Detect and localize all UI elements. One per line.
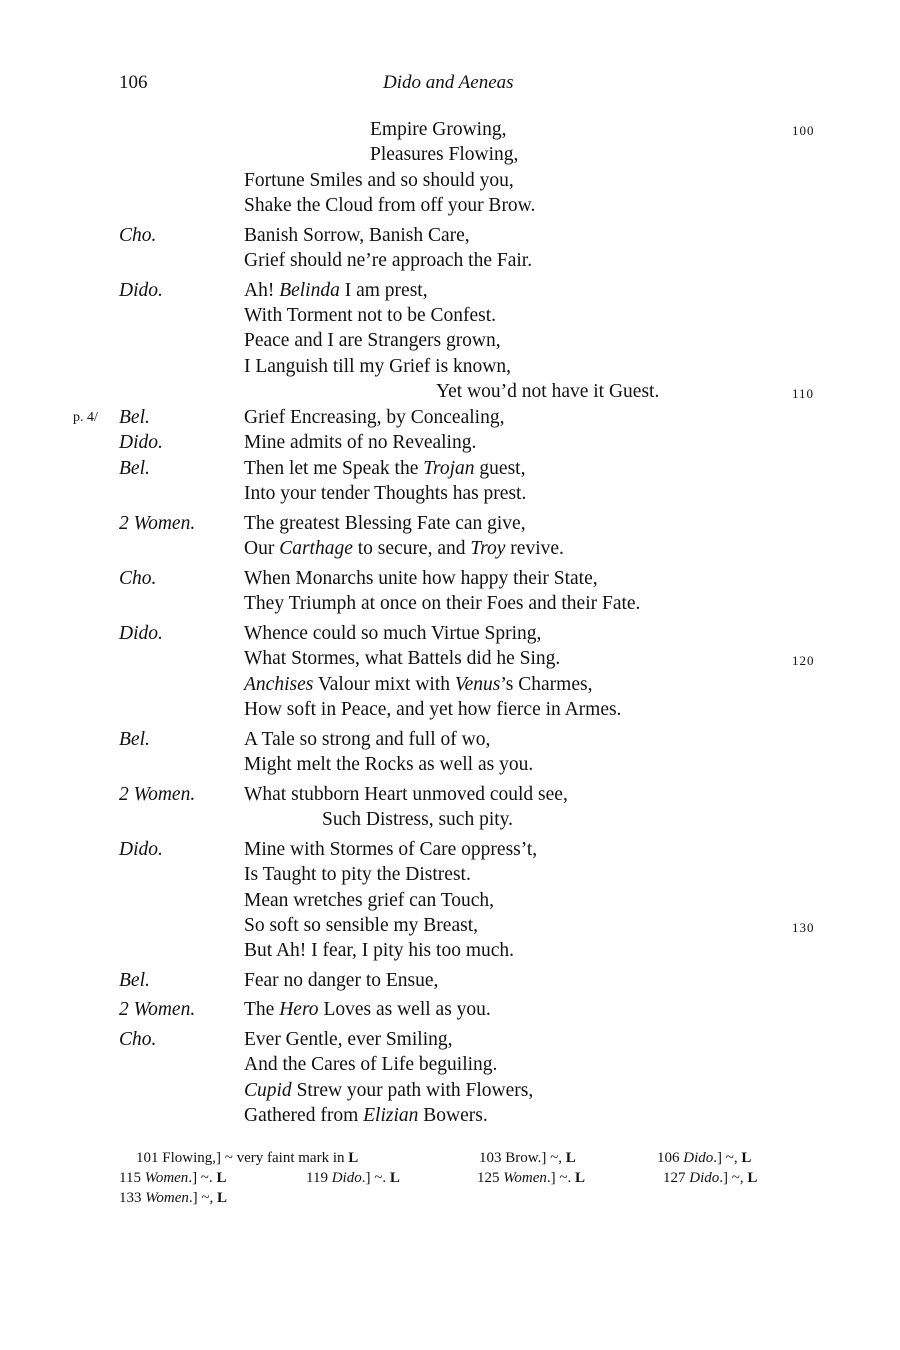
verse-line: Into your tender Thoughts has prest. bbox=[244, 483, 527, 504]
verse-line: And the Cares of Life beguiling. bbox=[244, 1054, 498, 1075]
textual-note: 133 Women.] ~, L bbox=[119, 1190, 227, 1206]
textual-note: 119 Dido.] ~. L bbox=[306, 1170, 400, 1186]
verse-line: Empire Growing, bbox=[370, 119, 507, 140]
speaker-label: Bel. bbox=[119, 407, 150, 428]
verse-line: Then let me Speak the Trojan guest, bbox=[244, 458, 526, 479]
verse-line: When Monarchs unite how happy their State, bbox=[244, 568, 598, 589]
verse-line: Such Distress, such pity. bbox=[322, 809, 514, 830]
verse-line: Pleasures Flowing, bbox=[370, 144, 519, 165]
textual-note: 101 Flowing,] ~ very faint mark in L bbox=[136, 1150, 359, 1166]
speaker-label: Bel. bbox=[119, 458, 150, 479]
verse-line: Ah! Belinda I am prest, bbox=[244, 280, 428, 301]
line-number: 110 bbox=[792, 386, 815, 401]
verse-line: So soft so sensible my Breast, bbox=[244, 915, 478, 936]
verse-line: What Stormes, what Battels did he Sing. bbox=[244, 648, 561, 669]
verse-line: Gathered from Elizian Bowers. bbox=[244, 1105, 488, 1126]
verse-line: Cupid Strew your path with Flowers, bbox=[244, 1080, 534, 1101]
verse-line: I Languish till my Grief is known, bbox=[244, 356, 512, 377]
verse-line: The Hero Loves as well as you. bbox=[244, 999, 491, 1020]
speaker-label: 2 Women. bbox=[119, 513, 196, 534]
speaker-label: Cho. bbox=[119, 1029, 157, 1050]
verse-line: Yet wou’d not have it Guest. bbox=[436, 381, 660, 402]
verse-line: With Torment not to be Confest. bbox=[244, 305, 497, 326]
page-number: 106 bbox=[119, 72, 148, 93]
verse-line: Whence could so much Virtue Spring, bbox=[244, 623, 542, 644]
textual-note: 106 Dido.] ~, L bbox=[657, 1150, 752, 1166]
verse-line: The greatest Blessing Fate can give, bbox=[244, 513, 526, 534]
speaker-label: Dido. bbox=[119, 280, 163, 301]
speaker-label: Dido. bbox=[119, 623, 163, 644]
textual-note: 103 Brow.] ~, L bbox=[479, 1150, 576, 1166]
verse-line: Grief Encreasing, by Concealing, bbox=[244, 407, 505, 428]
verse-line: How soft in Peace, and yet how fierce in Armes. bbox=[244, 699, 622, 720]
verse-line: Mine admits of no Revealing. bbox=[244, 432, 477, 453]
speaker-label: Bel. bbox=[119, 729, 150, 750]
verse-line: Fortune Smiles and so should you, bbox=[244, 170, 514, 191]
speaker-label: Cho. bbox=[119, 568, 157, 589]
speaker-label: Bel. bbox=[119, 970, 150, 991]
verse-line: Banish Sorrow, Banish Care, bbox=[244, 225, 470, 246]
speaker-label: Cho. bbox=[119, 225, 157, 246]
verse-line: Our Carthage to secure, and Troy revive. bbox=[244, 538, 564, 559]
speaker-label: Dido. bbox=[119, 432, 163, 453]
textual-note: 127 Dido.] ~, L bbox=[663, 1170, 758, 1186]
verse-line: Peace and I are Strangers grown, bbox=[244, 330, 501, 351]
line-number: 100 bbox=[792, 123, 815, 138]
verse-line: Is Taught to pity the Distrest. bbox=[244, 864, 471, 885]
verse-line: Anchises Valour mixt with Venus’s Charmes, bbox=[244, 674, 593, 695]
speaker-label: 2 Women. bbox=[119, 784, 196, 805]
verse-line: Mine with Stormes of Care oppress’t, bbox=[244, 839, 538, 860]
speaker-label: Dido. bbox=[119, 839, 163, 860]
verse-line: Mean wretches grief can Touch, bbox=[244, 890, 495, 911]
verse-line: But Ah! I fear, I pity his too much. bbox=[244, 940, 515, 961]
verse-line: They Triumph at once on their Foes and their Fate. bbox=[244, 593, 641, 614]
running-title: Dido and Aeneas bbox=[383, 72, 514, 93]
margin-page-reference: p. 4/ bbox=[73, 410, 98, 425]
verse-line: Might melt the Rocks as well as you. bbox=[244, 754, 534, 775]
textual-note: 125 Women.] ~. L bbox=[477, 1170, 585, 1186]
verse-line: A Tale so strong and full of wo, bbox=[244, 729, 491, 750]
line-number: 120 bbox=[792, 653, 815, 668]
verse-line: Shake the Cloud from off your Brow. bbox=[244, 195, 536, 216]
textual-note: 115 Women.] ~. L bbox=[119, 1170, 227, 1186]
verse-line: What stubborn Heart unmoved could see, bbox=[244, 784, 568, 805]
verse-line: Ever Gentle, ever Smiling, bbox=[244, 1029, 453, 1050]
speaker-label: 2 Women. bbox=[119, 999, 196, 1020]
verse-line: Fear no danger to Ensue, bbox=[244, 970, 439, 991]
verse-line: Grief should ne’re approach the Fair. bbox=[244, 250, 533, 271]
line-number: 130 bbox=[792, 920, 815, 935]
